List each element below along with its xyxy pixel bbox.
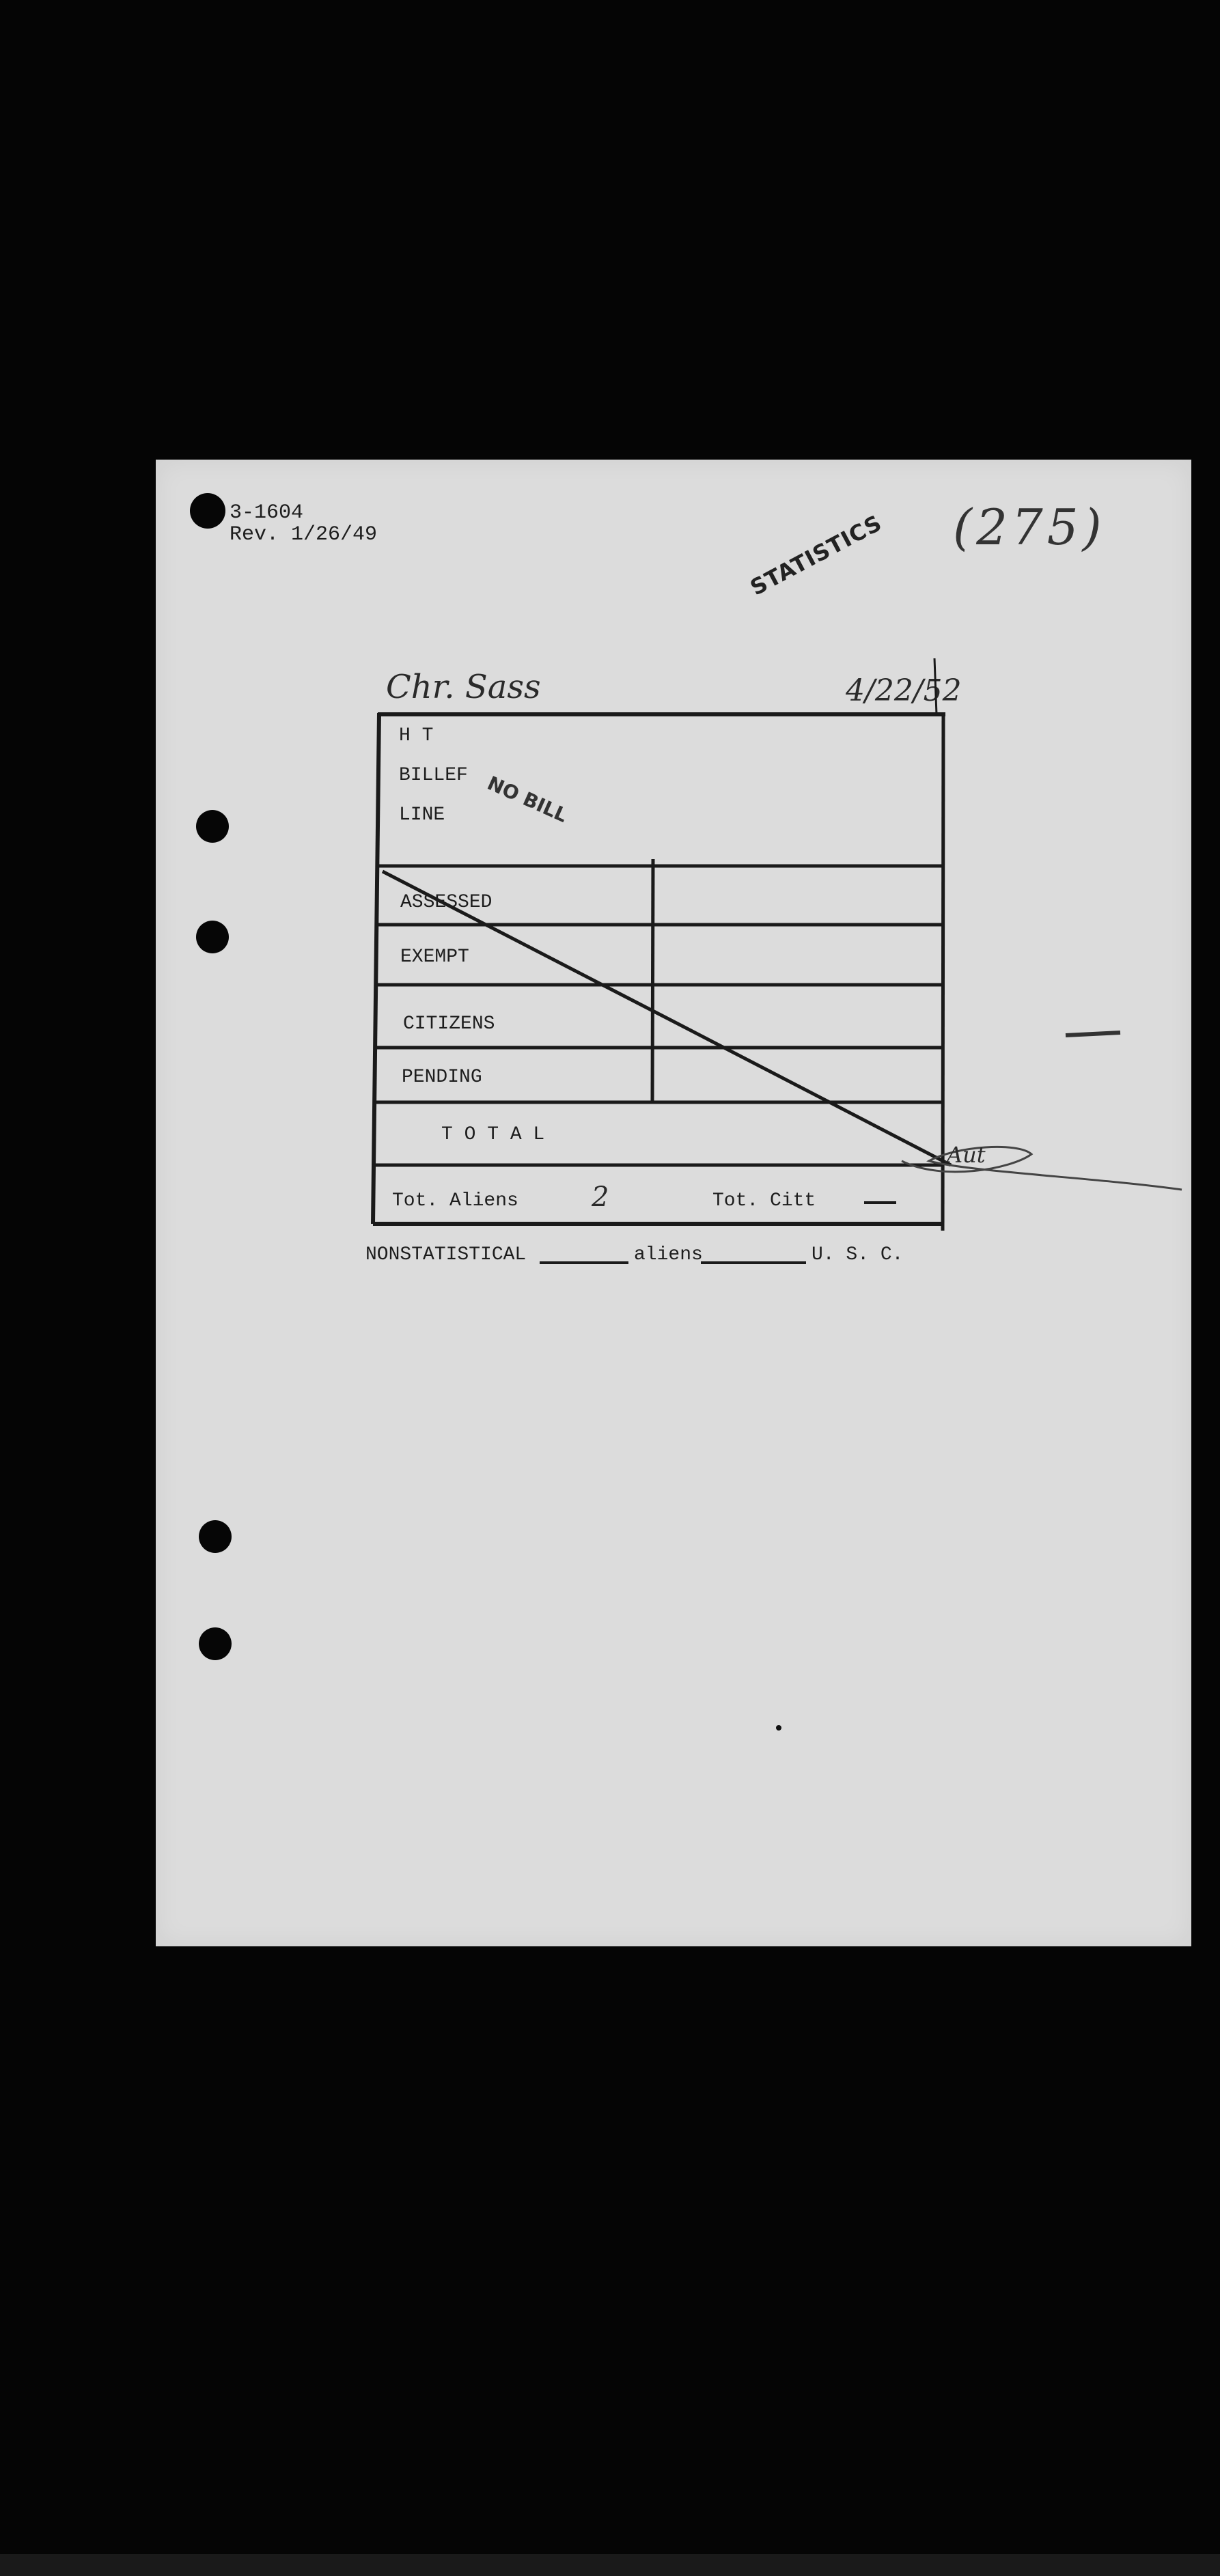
total-label: T O T A L: [441, 1124, 545, 1145]
row-exempt: EXEMPT: [400, 947, 469, 968]
row-assessed: ASSESSED: [400, 892, 493, 913]
handwritten-name: Chr. Sass: [386, 668, 541, 706]
header-row-line: LINE: [399, 804, 445, 826]
tot-aliens-value: 2: [592, 1181, 609, 1213]
tot-aliens-label: Tot. Aliens: [392, 1190, 518, 1212]
form-number: 3-1604: [230, 501, 304, 524]
header-row-ht: H T: [399, 725, 434, 746]
handwritten-date: 4/22/52: [846, 673, 962, 708]
row-pending: PENDING: [402, 1067, 482, 1088]
aliens-label: aliens: [634, 1244, 703, 1265]
no-bill-stamp: NO BILL: [484, 772, 571, 827]
tot-citt-label: Tot. Citt: [712, 1190, 816, 1212]
nonstatistical-label: NONSTATISTICAL: [365, 1244, 527, 1265]
form-revision: Rev. 1/26/49: [230, 523, 378, 546]
scan-bottom-strip: [0, 2554, 1220, 2576]
header-row-billef: BILLEF: [399, 765, 468, 786]
tot-citt-value: [865, 1186, 885, 1209]
usc-label: U. S. C.: [812, 1244, 904, 1265]
handwritten-initials: Aut: [947, 1142, 986, 1168]
page-reference: (275): [953, 499, 1106, 556]
statistics-stamp: STATISTICS: [746, 509, 887, 601]
row-citizens: CITIZENS: [403, 1013, 495, 1035]
